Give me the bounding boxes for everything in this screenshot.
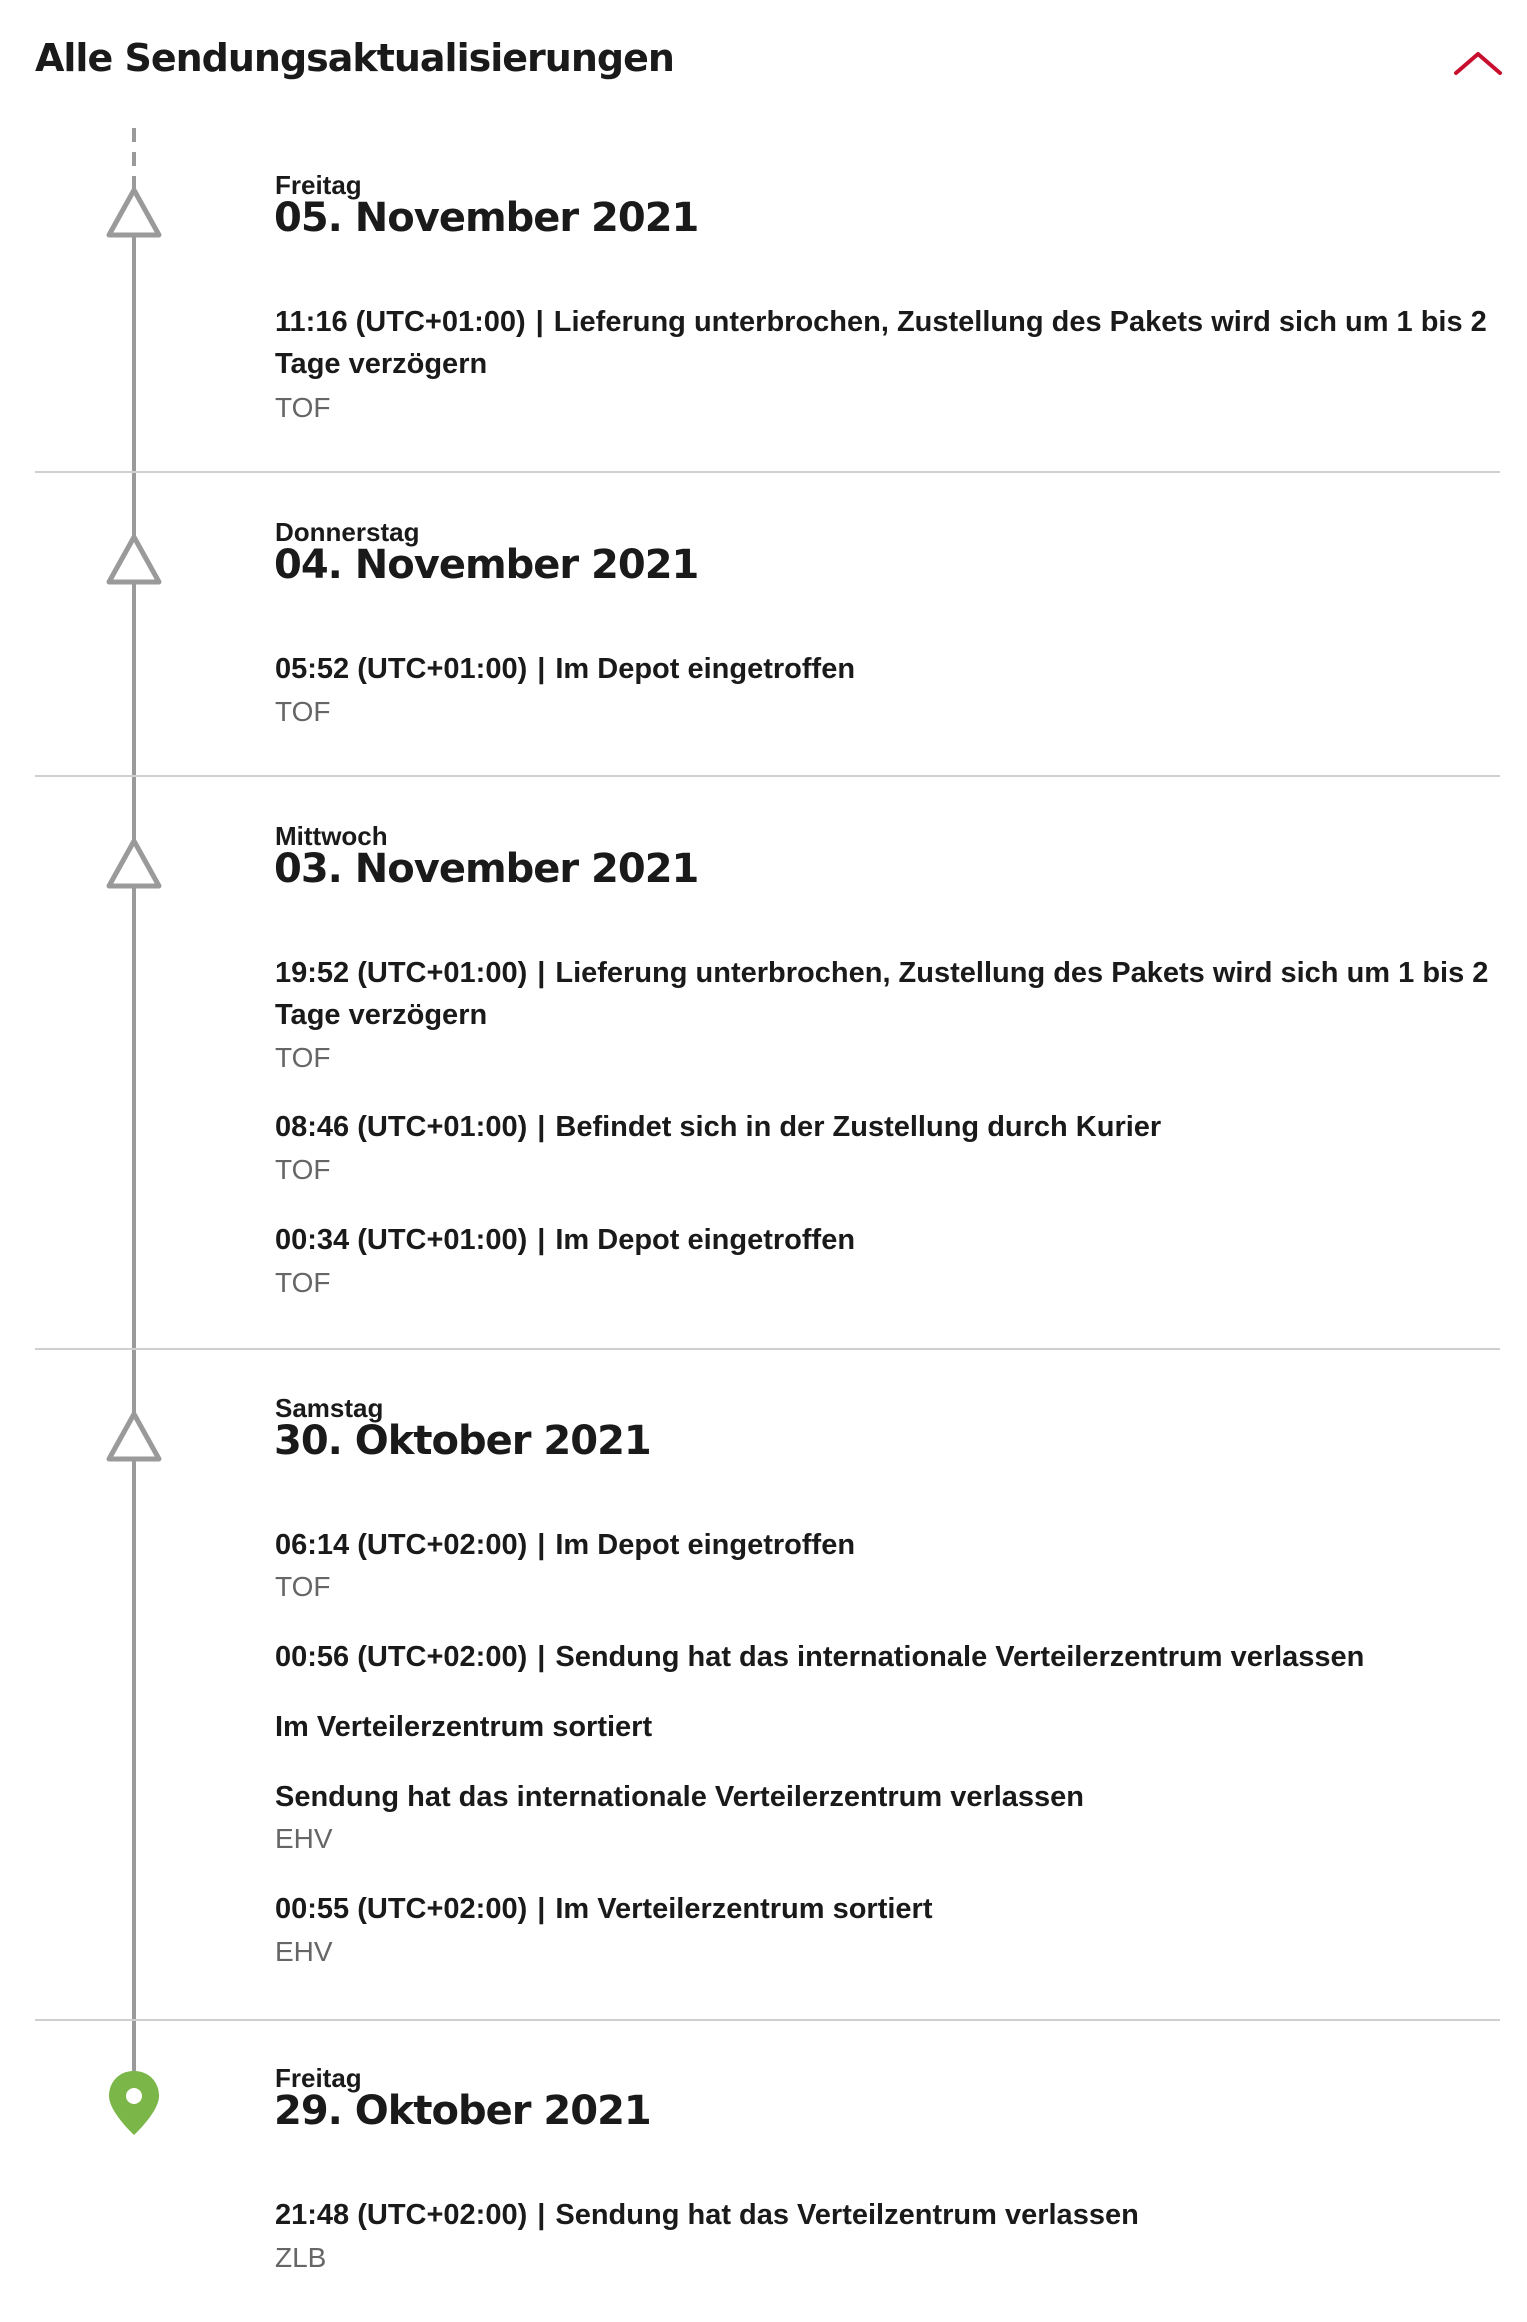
- day-weekday: Samstag: [275, 1393, 384, 1423]
- event-location: TOF: [275, 1571, 331, 1602]
- event-separator: |: [537, 1641, 546, 1673]
- event-time: 00:56 (UTC+02:00): [275, 1641, 528, 1673]
- day-date: 03. November 2021: [274, 846, 699, 892]
- triangle-up-icon: [104, 180, 164, 244]
- event-description: Im Depot eingetroffen: [555, 653, 856, 685]
- event-line: [275, 1219, 1500, 1261]
- event-location: ZLB: [275, 2242, 327, 2273]
- event-separator: |: [537, 1529, 546, 1561]
- event-time: 05:52 (UTC+01:00): [275, 653, 528, 685]
- event-description: Im Depot eingetroffen: [555, 1529, 856, 1561]
- event-location: EHV: [275, 1936, 333, 1967]
- event-description: Sendung hat das internationale Verteilerzentrum verlassen: [275, 1781, 1085, 1813]
- event-description: Sendung hat das Verteilzentrum verlassen: [555, 2199, 1139, 2231]
- event-location: TOF: [275, 1042, 331, 1073]
- event-line: [275, 2194, 1500, 2236]
- day-weekday: Mittwoch: [275, 821, 388, 851]
- event-description: Befindet sich in der Zustellung durch Kurier: [555, 1111, 1162, 1143]
- day-weekday: Freitag: [275, 2063, 362, 2093]
- event-separator: |: [537, 957, 546, 989]
- collapse-button[interactable]: [1450, 40, 1506, 86]
- event-location: TOF: [275, 1267, 331, 1298]
- event-separator: |: [535, 306, 544, 338]
- event-time: 00:34 (UTC+01:00): [275, 1224, 528, 1256]
- event-separator: |: [537, 1893, 546, 1925]
- day-divider: [35, 775, 1500, 777]
- event-location: TOF: [275, 696, 331, 727]
- event-line: [275, 1776, 1500, 1818]
- event-location: TOF: [275, 392, 331, 423]
- event-time: 11:16 (UTC+01:00): [275, 306, 526, 338]
- event-line: [275, 301, 1500, 385]
- event-description: Lieferung unterbrochen, Zustellung des Pakets wird sich um 1 bis 2 Tage verzögern: [275, 957, 1489, 1031]
- event-line: [275, 952, 1500, 1036]
- event-time: 00:55 (UTC+02:00): [275, 1893, 528, 1925]
- event-description: Im Verteilerzentrum sortiert: [275, 1711, 653, 1743]
- event-location: TOF: [275, 1154, 331, 1185]
- chevron-up-icon: [1450, 40, 1506, 86]
- event-line: [275, 1706, 1500, 1748]
- timeline-line: [132, 205, 136, 2083]
- section-title: Alle Sendungsaktualisierungen: [35, 36, 674, 80]
- event-time: 19:52 (UTC+01:00): [275, 957, 528, 989]
- day-weekday: Freitag: [275, 170, 362, 200]
- event-time: 08:46 (UTC+01:00): [275, 1111, 528, 1143]
- day-divider: [35, 471, 1500, 473]
- event-location: EHV: [275, 1823, 333, 1854]
- event-time: 06:14 (UTC+02:00): [275, 1529, 528, 1561]
- day-date: 05. November 2021: [274, 195, 699, 241]
- event-separator: |: [537, 1224, 546, 1256]
- event-time: 21:48 (UTC+02:00): [275, 2199, 528, 2231]
- event-description: Lieferung unterbrochen, Zustellung des Pakets wird sich um 1 bis 2 Tage verzögern: [275, 306, 1487, 380]
- triangle-up-icon: [104, 831, 164, 895]
- event-separator: |: [537, 1111, 546, 1143]
- event-line: [275, 1106, 1500, 1148]
- day-divider: [35, 1348, 1500, 1350]
- event-separator: |: [537, 653, 546, 685]
- event-separator: |: [537, 2199, 546, 2231]
- day-date: 29. Oktober 2021: [274, 2088, 651, 2134]
- event-description: Im Verteilerzentrum sortiert: [555, 1893, 933, 1925]
- day-date: 04. November 2021: [274, 542, 699, 588]
- event-line: [275, 1888, 1500, 1930]
- event-description: Sendung hat das internationale Verteilerzentrum verlassen: [555, 1641, 1365, 1673]
- event-line: [275, 1524, 1500, 1566]
- location-pin-icon: [104, 2067, 164, 2141]
- triangle-up-icon: [104, 527, 164, 591]
- day-divider: [35, 2019, 1500, 2021]
- event-line: [275, 1636, 1500, 1678]
- day-date: 30. Oktober 2021: [274, 1418, 651, 1464]
- event-line: [275, 648, 1500, 690]
- triangle-up-icon: [104, 1404, 164, 1468]
- event-description: Im Depot eingetroffen: [555, 1224, 856, 1256]
- day-weekday: Donnerstag: [275, 517, 420, 547]
- updates-header[interactable]: [0, 0, 1527, 125]
